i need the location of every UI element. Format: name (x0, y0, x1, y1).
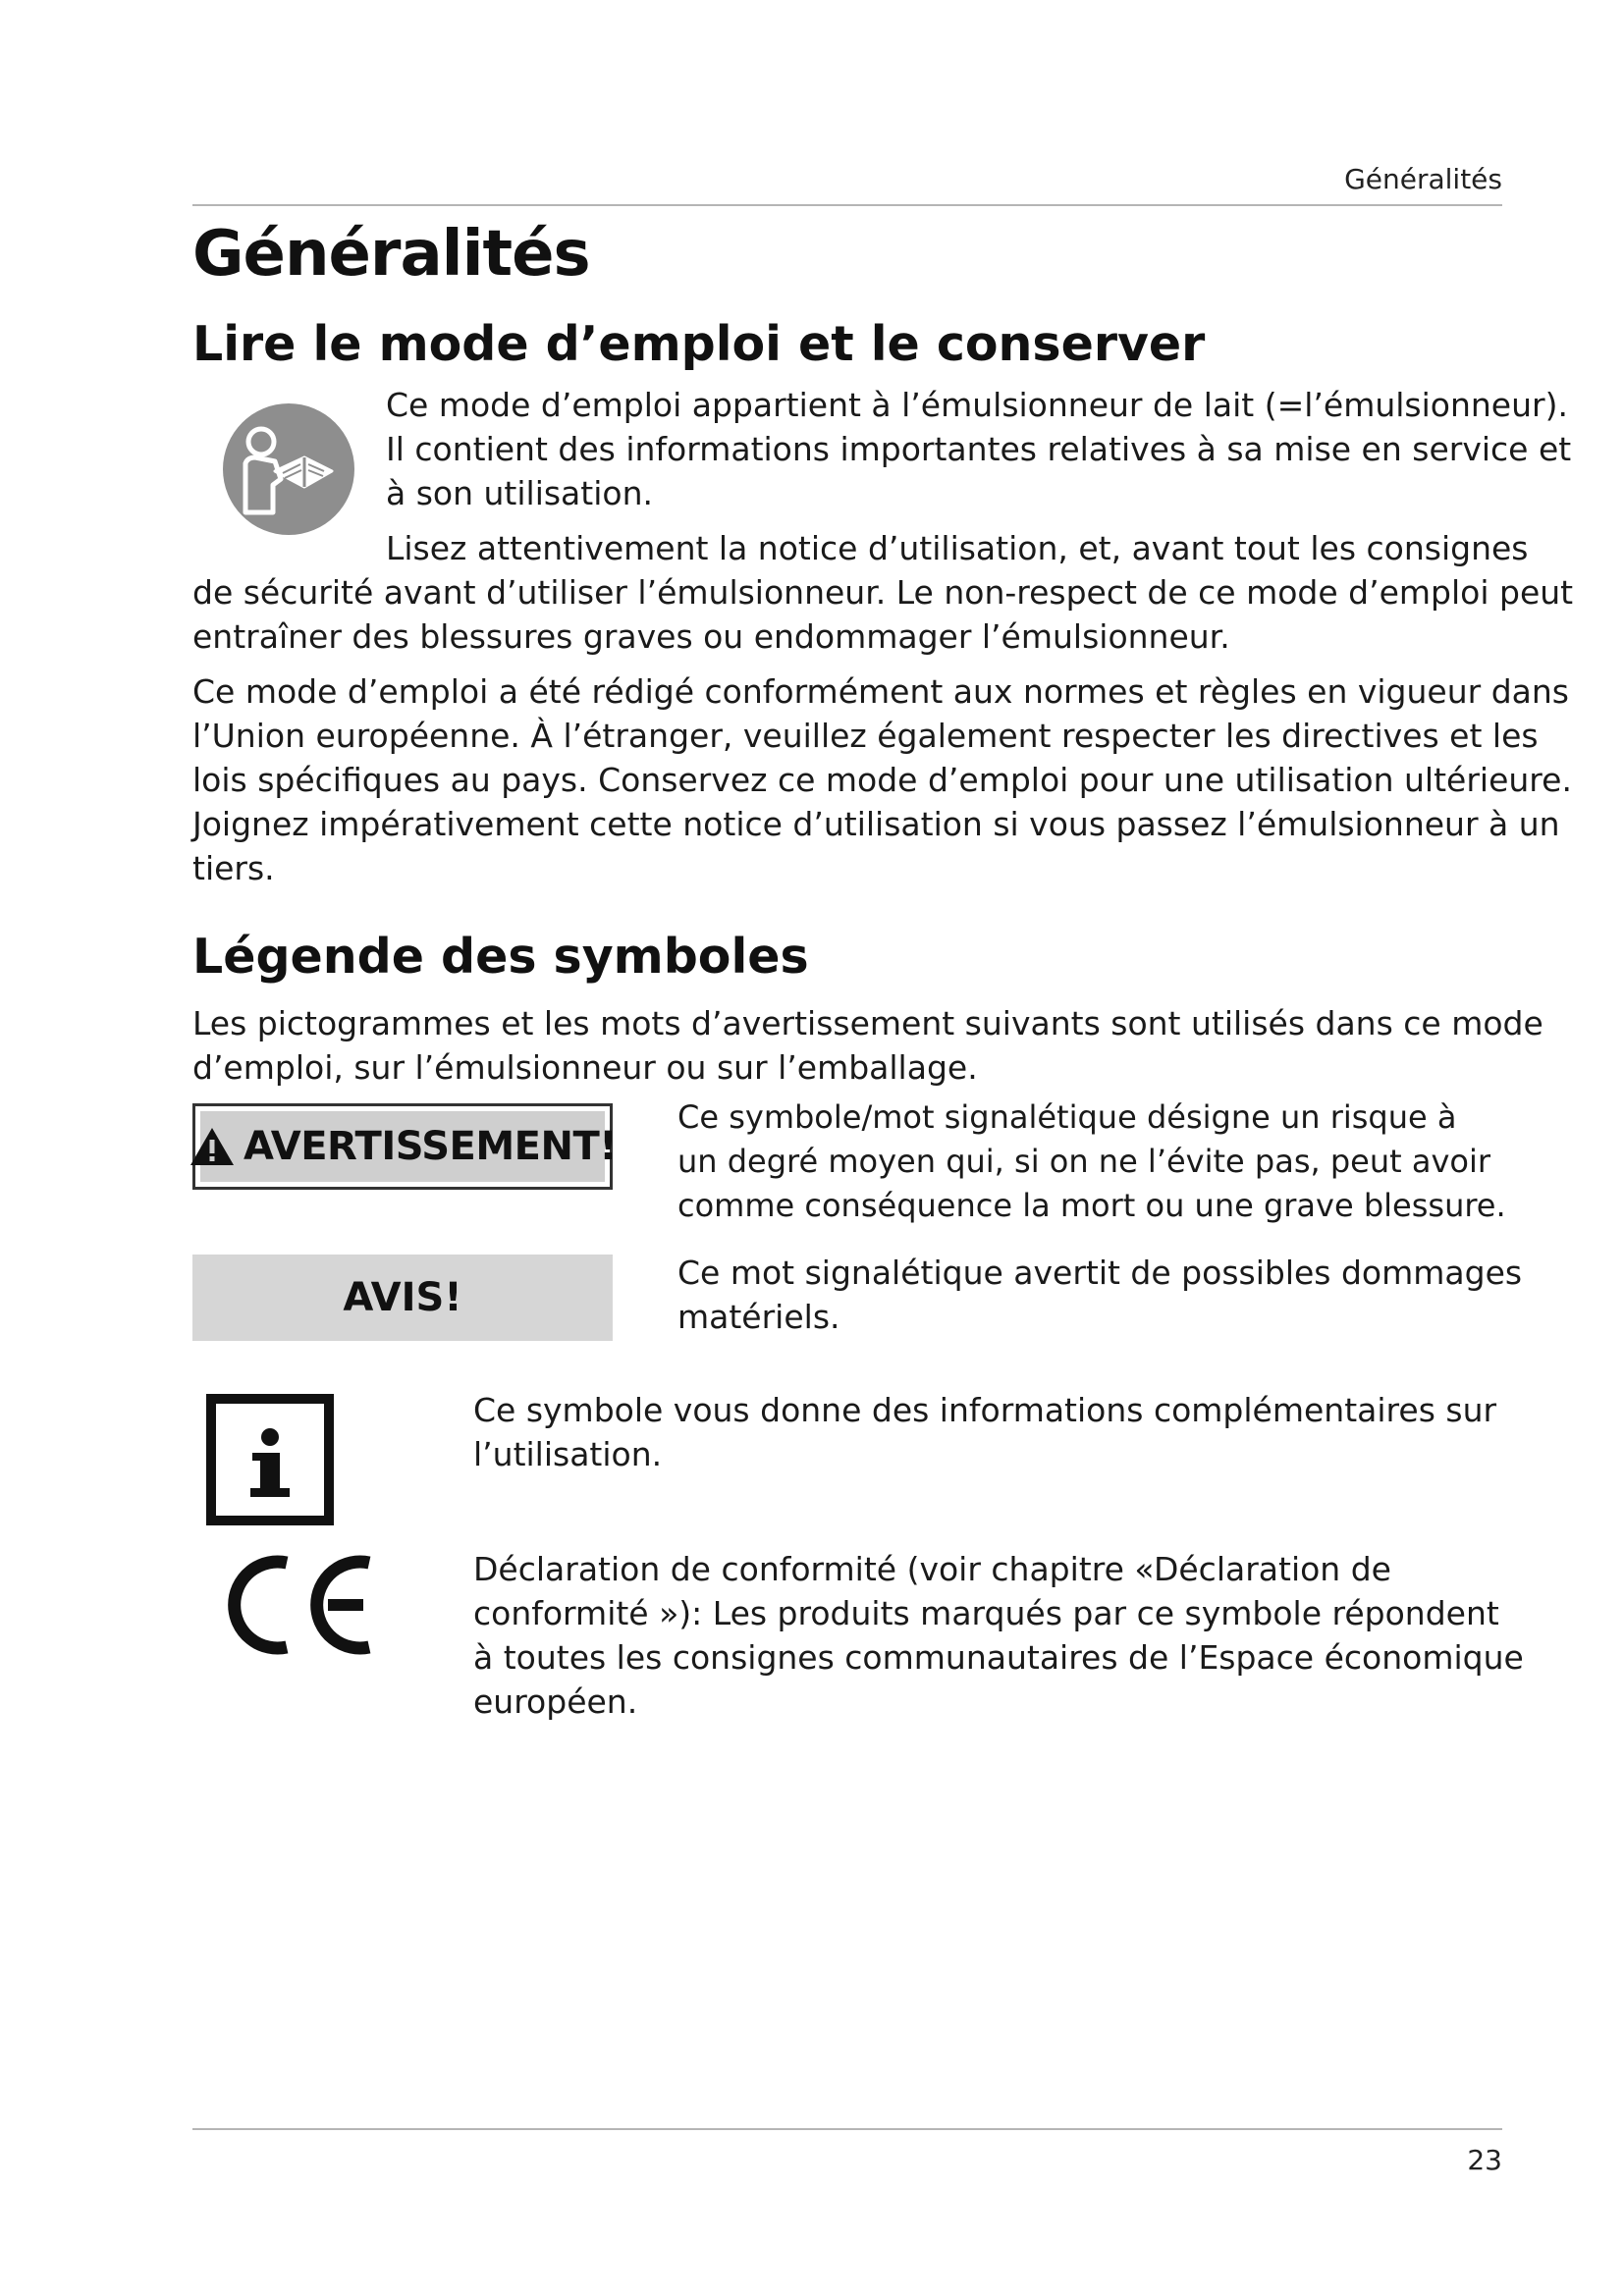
read-para-line-3: à son utilisation. (386, 474, 653, 512)
legend-intro-line-1: Les pictogrammes et les mots d’avertissement suivants sont utilisés dans ce mode (192, 1004, 1543, 1042)
warning-desc-line-2: un degré moyen qui, si on ne l’évite pas, peut avoir (677, 1143, 1491, 1180)
read-para-line-10: Joignez impérativement cette notice d’utilisation si vous passez l’émulsionneur à un (192, 805, 1560, 843)
ce-mark-icon (222, 1551, 379, 1659)
read-para-line-6: entraîner des blessures graves ou endommager l’émulsionneur. (192, 617, 1230, 656)
notice-desc-line-2: matériels. (677, 1298, 840, 1336)
info-desc-line-1: Ce symbole vous donne des informations complémentaires sur (473, 1391, 1497, 1429)
footer-rule (192, 2128, 1502, 2130)
read-para-line-8: l’Union européenne. À l’étranger, veuillez également respecter les directives et les (192, 717, 1539, 755)
info-icon (206, 1394, 334, 1525)
page-title: Généralités (192, 218, 590, 291)
warning-signal-box (192, 1103, 617, 1190)
section-heading-legend: Légende des symboles (192, 929, 809, 985)
warning-desc-line-1: Ce symbole/mot signalétique désigne un risque à (677, 1098, 1457, 1136)
page-number: 23 (1467, 2144, 1502, 2176)
ce-desc-line-4: européen. (473, 1682, 638, 1721)
notice-label: AVIS! (343, 1275, 462, 1320)
read-para-line-2: Il contient des informations importantes relatives à sa mise en service et (386, 430, 1572, 468)
header-rule (192, 204, 1502, 206)
read-para-line-7: Ce mode d’emploi a été rédigé conformément aux normes et règles en vigueur dans (192, 672, 1569, 711)
read-para-line-4: Lisez attentivement la notice d’utilisation, et, avant tout les consignes (386, 529, 1529, 567)
section-heading-read-manual: Lire le mode d’emploi et le conserver (192, 316, 1206, 372)
ce-desc-line-1: Déclaration de conformité (voir chapitre «Déclaration de (473, 1550, 1391, 1588)
read-para-line-5: de sécurité avant d’utiliser l’émulsionneur. Le non-respect de ce mode d’emploi peut (192, 573, 1574, 612)
ce-desc-line-3: à toutes les consignes communautaires de l’Espace économique (473, 1638, 1524, 1677)
legend-intro-line-2: d’emploi, sur l’émulsionneur ou sur l’emballage. (192, 1048, 978, 1087)
ce-desc-line-2: conformité »): Les produits marqués par ce symbole répondent (473, 1594, 1499, 1632)
info-desc-line-2: l’utilisation. (473, 1435, 663, 1473)
warning-desc-line-3: comme conséquence la mort ou une grave blessure. (677, 1187, 1506, 1224)
read-para-line-11: tiers. (192, 849, 275, 887)
running-header: Généralités (1344, 163, 1502, 195)
read-para-line-9: lois spécifiques au pays. Conservez ce mode d’emploi pour une utilisation ultérieure. (192, 761, 1572, 799)
notice-signal-box (192, 1255, 613, 1341)
notice-desc-line-1: Ce mot signalétique avertit de possibles dommages (677, 1254, 1523, 1292)
warning-label: AVERTISSEMENT! (244, 1124, 617, 1169)
read-manual-icon (222, 402, 355, 536)
warning-triangle-icon (189, 1126, 236, 1167)
read-para-line-1: Ce mode d’emploi appartient à l’émulsionneur de lait (=l’émulsionneur). (386, 386, 1568, 424)
